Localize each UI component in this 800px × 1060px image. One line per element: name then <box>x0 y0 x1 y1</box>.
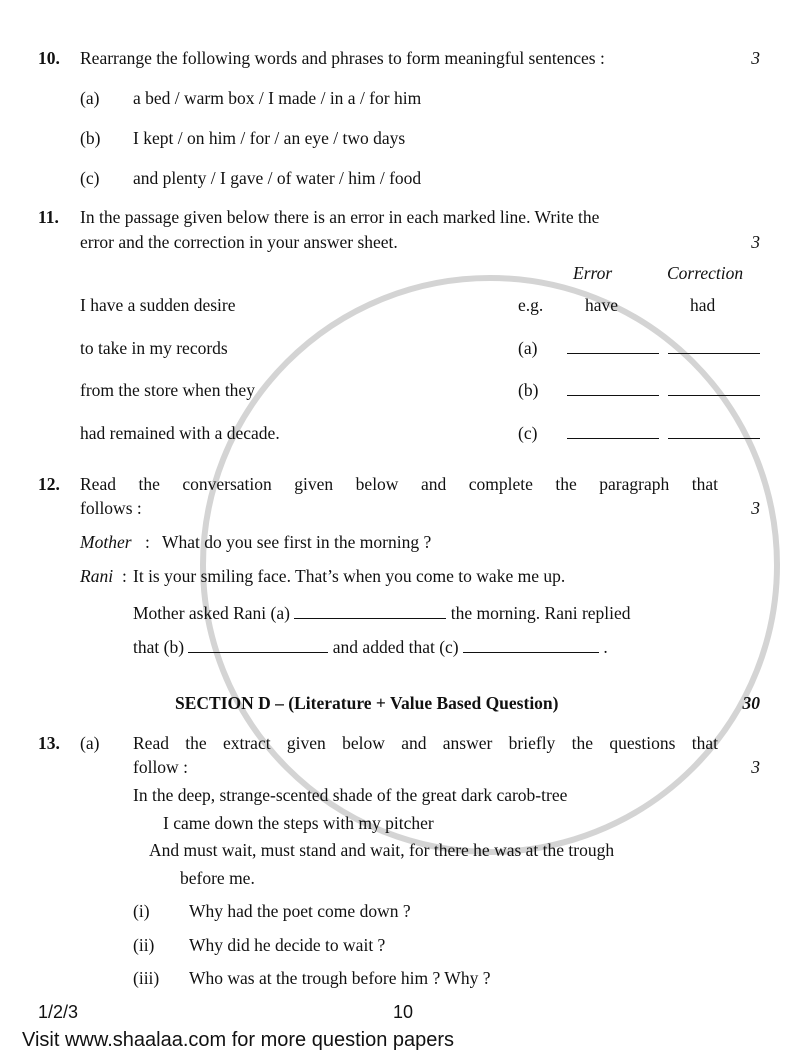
marks: 3 <box>751 232 760 252</box>
correction-header: Correction <box>667 263 744 283</box>
item-text: a bed / warm box / I made / in a / for him <box>133 88 422 108</box>
error-blank <box>567 339 659 354</box>
blank-c <box>463 638 599 653</box>
item-label: (b) <box>80 128 101 148</box>
question-text: error and the correction in your answer sheet. <box>80 232 398 252</box>
item-text: I kept / on him / for / an eye / two days <box>133 128 406 148</box>
row-label: (a) <box>518 338 538 358</box>
item-text: and plenty / I gave / of water / him / food <box>133 168 422 188</box>
paragraph-line <box>133 603 631 623</box>
error-blank <box>567 424 659 439</box>
separator: : <box>122 566 127 586</box>
row-label: e.g. <box>518 295 544 315</box>
row-label: (c) <box>518 423 538 443</box>
marks: 3 <box>751 498 760 518</box>
dialog-line: What do you see first in the morning ? <box>162 532 432 552</box>
footer-link[interactable]: Visit www.shaalaa.com for more question papers <box>22 1029 455 1051</box>
watermark-circle <box>200 275 780 855</box>
text: the morning. Rani replied <box>450 603 631 623</box>
marks: 3 <box>751 757 760 777</box>
sub-question: Who was at the trough before him ? Why ? <box>189 968 491 988</box>
question-text: Rearrange the following words and phrases to form meaningful sentences : <box>80 48 605 68</box>
page-number: 10 <box>393 1002 414 1022</box>
section-title: SECTION D – (Literature + Value Based Question) <box>175 693 559 713</box>
correction-blank <box>668 339 760 354</box>
marks: 3 <box>751 48 760 68</box>
question-text: follows : <box>80 498 142 518</box>
poem-line: And must wait, must stand and wait, for there he was at the trough <box>149 840 615 860</box>
example-error: have <box>585 295 619 315</box>
paragraph-line <box>133 637 608 657</box>
item-label: (c) <box>80 168 100 188</box>
error-header: Error <box>573 263 613 283</box>
question-number: 10. <box>38 48 60 68</box>
text: and added that (c) <box>332 637 459 657</box>
poem-line: In the deep, strange-scented shade of the great dark carob-tree <box>133 785 568 805</box>
blank-b <box>188 638 328 653</box>
passage-line: to take in my records <box>80 338 228 358</box>
text: that (b) <box>133 637 185 657</box>
part-label: (a) <box>80 733 100 753</box>
speaker: Rani <box>80 566 114 586</box>
error-blank <box>567 381 659 396</box>
question-number: 12. <box>38 474 60 494</box>
passage-line: from the store when they <box>80 380 255 400</box>
poem-line: before me. <box>180 868 255 888</box>
question-text: follow : <box>133 757 188 777</box>
sub-label: (i) <box>133 901 150 921</box>
sub-label: (ii) <box>133 935 155 955</box>
correction-blank <box>668 381 760 396</box>
correction-blank <box>668 424 760 439</box>
poem-line: I came down the steps with my pitcher <box>163 813 434 833</box>
sub-label: (iii) <box>133 968 160 988</box>
item-label: (a) <box>80 88 100 108</box>
blank-a <box>294 604 446 619</box>
question-text: In the passage given below there is an error in each marked line. Write the <box>80 207 600 227</box>
text: Mother asked Rani (a) <box>133 603 290 623</box>
speaker: Mother <box>80 532 132 552</box>
paper-code: 1/2/3 <box>38 1002 79 1022</box>
dialog-line: It is your smiling face. That’s when you come to wake me up. <box>133 566 566 586</box>
example-correction: had <box>690 295 716 315</box>
sub-question: Why did he decide to wait ? <box>189 935 386 955</box>
text: . <box>603 637 608 657</box>
passage-line: had remained with a decade. <box>80 423 280 443</box>
question-text: Read the conversation given below and complete the paragraph that <box>80 474 718 494</box>
question-number: 13. <box>38 733 60 753</box>
question-number: 11. <box>38 207 59 227</box>
passage-line: I have a sudden desire <box>80 295 236 315</box>
sub-question: Why had the poet come down ? <box>189 901 411 921</box>
row-label: (b) <box>518 380 539 400</box>
separator: : <box>145 532 150 552</box>
section-marks: 30 <box>742 693 760 713</box>
question-text: Read the extract given below and answer briefly the questions that <box>133 733 718 753</box>
